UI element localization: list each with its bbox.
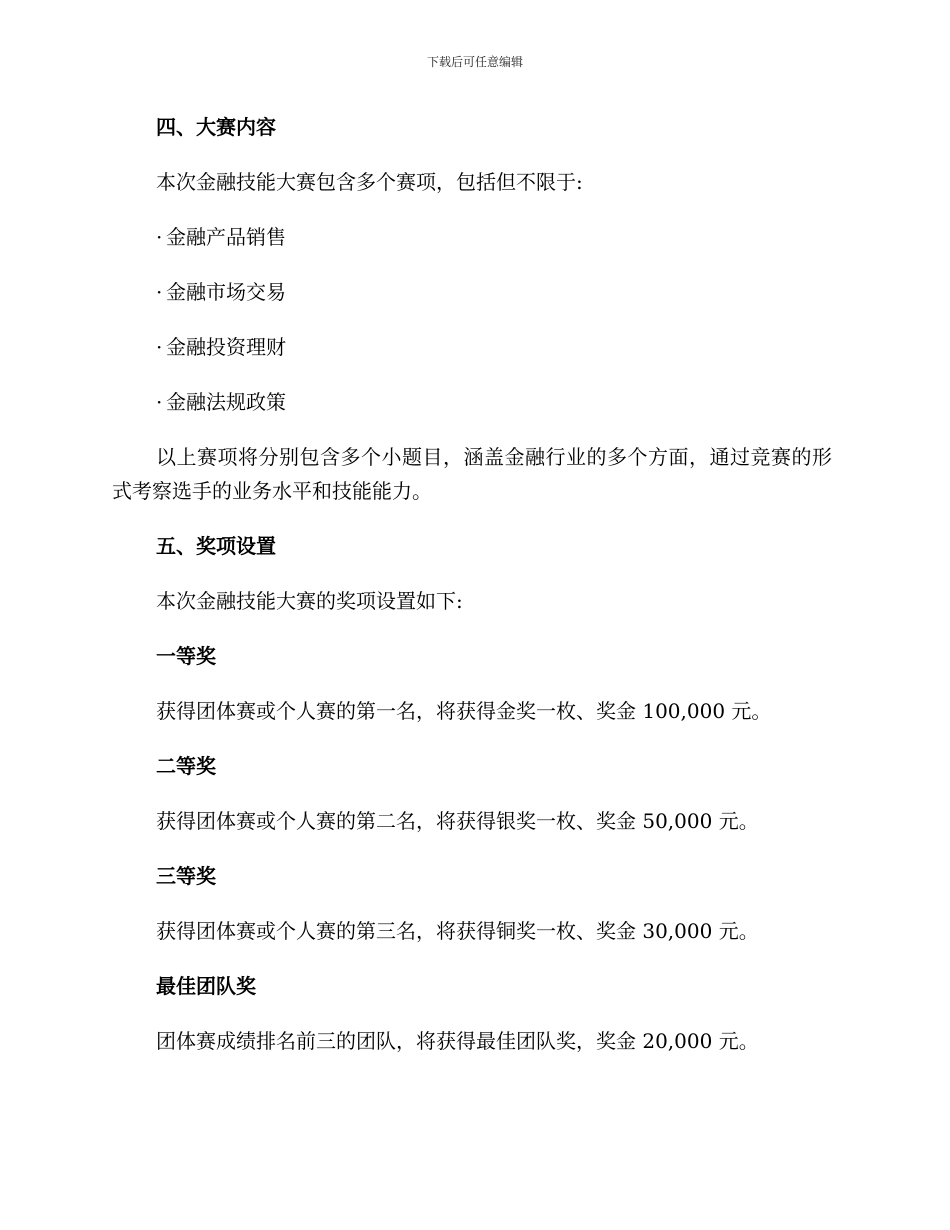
list-item bbox=[112, 275, 832, 309]
bullet-icon: · bbox=[156, 225, 163, 249]
page-header: 下载后可任意编辑 bbox=[426, 55, 523, 69]
award-title-second-prize: 二等奖 bbox=[156, 754, 216, 778]
document-body bbox=[112, 110, 832, 1079]
award-desc-best-team: 团体赛成绩排名前三的团队，将获得最佳团队奖，奖金 20,000 元。 bbox=[156, 1029, 759, 1053]
list-item bbox=[112, 220, 832, 254]
bullet-icon: · bbox=[156, 280, 163, 304]
bullet-icon: · bbox=[156, 335, 163, 359]
list-item-label: 金融市场交易 bbox=[166, 280, 286, 304]
list-item bbox=[112, 385, 832, 419]
section-heading-contest-content: 四、大赛内容 bbox=[156, 115, 276, 139]
list-item bbox=[112, 330, 832, 364]
award-desc-second-prize: 获得团体赛或个人赛的第二名，将获得银奖一枚、奖金 50,000 元。 bbox=[156, 809, 759, 833]
section-intro-contest-content: 本次金融技能大赛包含多个赛项，包括但不限于: bbox=[156, 170, 583, 194]
section-heading-awards: 五、奖项设置 bbox=[156, 534, 276, 558]
list-item-label: 金融投资理财 bbox=[166, 335, 286, 359]
award-title-first-prize: 一等奖 bbox=[156, 644, 216, 668]
section-intro-awards: 本次金融技能大赛的奖项设置如下: bbox=[156, 589, 463, 613]
section-summary-contest-content: 以上赛项将分别包含多个小题目，涵盖金融行业的多个方面，通过竞赛的形式考察选手的业务水平和技能能力。 bbox=[112, 445, 832, 503]
award-title-best-team: 最佳团队奖 bbox=[156, 974, 256, 998]
list-item-label: 金融法规政策 bbox=[166, 390, 286, 414]
bullet-icon: · bbox=[156, 390, 163, 414]
list-item-label: 金融产品销售 bbox=[166, 225, 286, 249]
award-desc-third-prize: 获得团体赛或个人赛的第三名，将获得铜奖一枚、奖金 30,000 元。 bbox=[156, 919, 759, 943]
award-title-third-prize: 三等奖 bbox=[156, 864, 216, 888]
award-desc-first-prize: 获得团体赛或个人赛的第一名，将获得金奖一枚、奖金 100,000 元。 bbox=[156, 699, 772, 723]
